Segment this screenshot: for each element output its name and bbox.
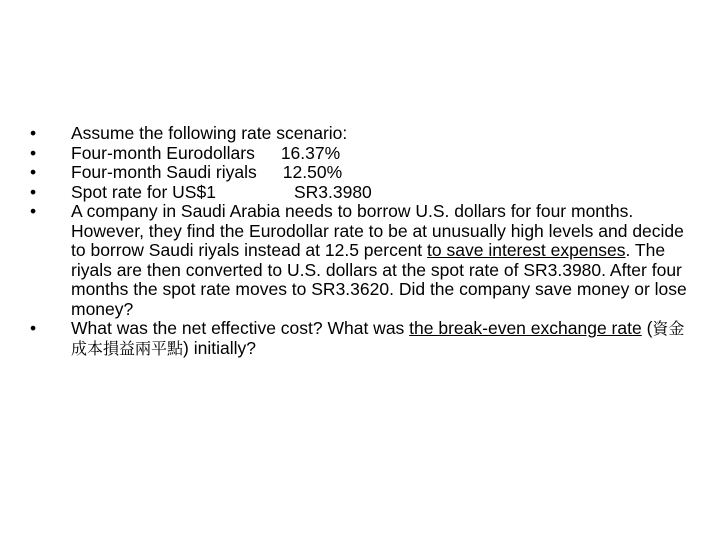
riyal-label: Four-month Saudi riyals bbox=[71, 162, 257, 182]
bullet-riyal-rate bbox=[30, 163, 690, 183]
question-text: What was the net effective cost? What was bbox=[71, 318, 410, 338]
bullet-list bbox=[30, 124, 690, 358]
bullet-dot: • bbox=[30, 142, 37, 163]
break-even-underlined: the break-even exchange rate bbox=[409, 318, 642, 338]
bullet-spot-rate bbox=[30, 183, 690, 203]
bullet-dot: • bbox=[30, 181, 37, 202]
chinese-term: 資金成本損益兩平點 bbox=[71, 319, 685, 358]
company-scenario-text-end: . The riyals are then converted to U.S. dollars at the spot rate of SR3.3980. After four months the spot rate moves to SR3.3620. Did the company save money or lose money? bbox=[71, 240, 687, 319]
question-paren-open: ( bbox=[641, 318, 653, 338]
interest-expenses-underlined: to save interest expenses bbox=[427, 240, 626, 260]
bullet-scenario-intro bbox=[30, 124, 690, 144]
bullet-dot: • bbox=[30, 201, 37, 221]
company-scenario-text: A company in Saudi Arabia needs to borrow U.S. dollars for four months. However, they find the Eurodollar rate to be at unusually high levels and decide to borrow Saudi riyals instead at 12.5 percent bbox=[71, 201, 684, 260]
scenario-intro-text: Assume the following rate scenario: bbox=[71, 123, 348, 143]
eurodollar-value: 16.37% bbox=[280, 142, 341, 163]
question-text-end: ) initially? bbox=[183, 337, 256, 358]
spot-rate-label: Spot rate for US$1 bbox=[71, 181, 216, 202]
eurodollar-label: Four-month Eurodollars bbox=[71, 142, 255, 163]
riyal-value: 12.50% bbox=[282, 162, 343, 182]
bullet-dot: • bbox=[30, 162, 37, 182]
bullet-eurodollar-rate bbox=[30, 144, 690, 164]
bullet-company-scenario bbox=[30, 202, 690, 319]
bullet-dot: • bbox=[30, 123, 37, 143]
spot-rate-value: SR3.3980 bbox=[293, 181, 372, 202]
bullet-question bbox=[30, 319, 690, 358]
bullet-dot: • bbox=[30, 318, 37, 338]
